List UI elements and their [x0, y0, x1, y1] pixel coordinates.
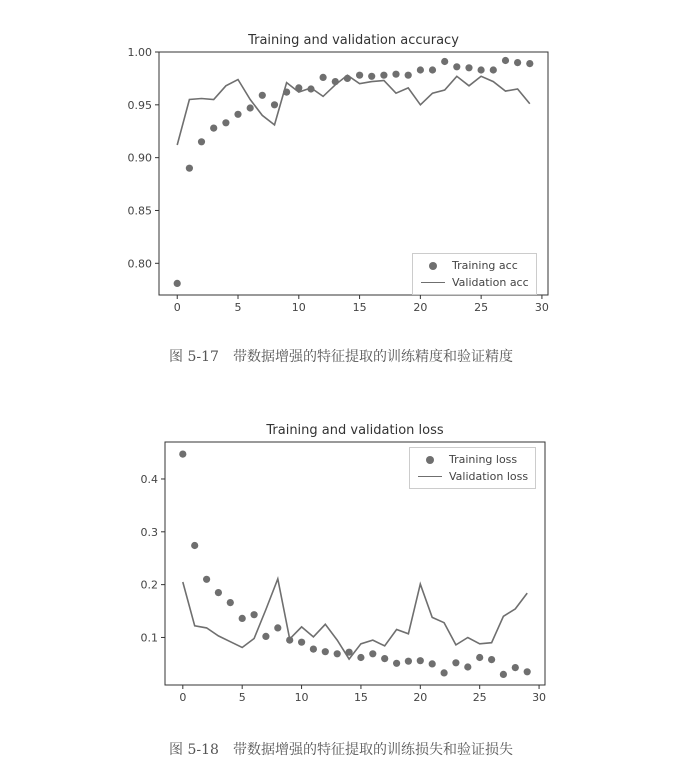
data-point-training-loss — [381, 655, 388, 662]
x-tick-label: 20 — [413, 691, 428, 704]
data-point-training-loss — [441, 669, 448, 676]
data-point-training-loss — [239, 615, 246, 622]
data-point-training-acc — [429, 66, 436, 73]
data-point-training-loss — [179, 451, 186, 458]
figure-caption-accuracy: 图 5-17 带数据增强的特征提取的训练精度和验证精度 — [169, 349, 513, 365]
x-tick-label: 10 — [291, 301, 306, 314]
data-point-training-loss — [191, 542, 198, 549]
accuracy-chart — [0, 0, 682, 330]
x-tick-label: 5 — [238, 691, 246, 704]
loss-chart — [0, 400, 682, 730]
data-point-training-loss — [488, 656, 495, 663]
data-point-training-loss — [405, 658, 412, 665]
data-point-training-acc — [198, 138, 205, 145]
chart-title: Training and validation loss — [266, 423, 444, 438]
data-point-training-loss — [476, 654, 483, 661]
line-marker-icon — [420, 278, 446, 288]
data-point-training-loss — [322, 648, 329, 655]
data-point-training-acc — [271, 101, 278, 108]
data-point-training-acc — [502, 57, 509, 64]
data-point-training-acc — [478, 66, 485, 73]
data-point-training-acc — [368, 73, 375, 80]
data-point-training-acc — [259, 92, 266, 99]
y-tick-label: 0.95 — [127, 98, 152, 112]
data-point-training-loss — [310, 646, 317, 653]
dot-marker-icon — [417, 455, 443, 465]
data-point-training-loss — [262, 633, 269, 640]
data-point-training-acc — [526, 60, 533, 67]
x-tick-label: 30 — [532, 691, 547, 704]
loss-figure — [0, 400, 682, 730]
data-point-training-acc — [453, 63, 460, 70]
data-point-training-acc — [320, 74, 327, 81]
x-tick-label: 10 — [294, 691, 309, 704]
data-point-training-acc — [222, 119, 229, 126]
data-point-training-loss — [524, 668, 531, 675]
y-tick-label: 1.00 — [127, 46, 152, 59]
series-line-validation-loss — [183, 579, 527, 659]
x-tick-label: 15 — [353, 691, 368, 704]
x-tick-label: 0 — [173, 301, 181, 314]
data-point-training-acc — [380, 72, 387, 79]
x-tick-label: 25 — [474, 301, 489, 314]
y-tick-label: 0.1 — [140, 631, 158, 645]
legend-entry-training-loss — [417, 451, 528, 468]
series-line-validation-acc — [177, 75, 530, 145]
legend-entry-training-acc — [420, 257, 529, 274]
data-point-training-acc — [210, 125, 217, 132]
data-point-training-acc — [186, 165, 193, 172]
chart-title: Training and validation accuracy — [248, 33, 459, 48]
data-point-training-acc — [514, 59, 521, 66]
legend-entry-validation-loss — [417, 468, 528, 485]
data-point-training-loss — [274, 624, 281, 631]
y-tick-label: 0.80 — [127, 257, 152, 271]
data-point-training-loss — [417, 657, 424, 664]
x-tick-label: 0 — [179, 691, 187, 704]
data-point-training-loss — [251, 611, 258, 618]
data-point-training-loss — [500, 671, 507, 678]
x-tick-label: 30 — [534, 301, 549, 314]
figure-caption-loss: 图 5-18 带数据增强的特征提取的训练损失和验证损失 — [169, 742, 513, 758]
data-point-training-loss — [298, 639, 305, 646]
data-point-training-loss — [357, 654, 364, 661]
data-point-training-acc — [417, 66, 424, 73]
data-point-training-acc — [234, 111, 241, 118]
data-point-training-loss — [334, 650, 341, 657]
line-marker-icon — [417, 472, 443, 482]
data-point-training-loss — [369, 650, 376, 657]
legend-label: Training acc — [452, 259, 518, 272]
legend-label: Training loss — [449, 453, 518, 466]
data-point-training-acc — [392, 71, 399, 78]
data-point-training-loss — [464, 663, 471, 670]
data-point-training-acc — [441, 58, 448, 65]
y-tick-label: 0.3 — [140, 525, 158, 539]
y-tick-label: 0.90 — [127, 151, 152, 165]
y-tick-label: 0.2 — [140, 578, 158, 592]
data-point-training-loss — [429, 660, 436, 667]
data-point-training-acc — [174, 280, 181, 287]
legend-label: Validation loss — [449, 470, 529, 483]
y-tick-label: 0.4 — [140, 472, 158, 486]
data-point-training-loss — [203, 576, 210, 583]
data-point-training-loss — [227, 599, 234, 606]
data-point-training-acc — [405, 72, 412, 79]
loss-legend — [409, 447, 536, 489]
data-point-training-acc — [247, 104, 254, 111]
data-point-training-loss — [452, 659, 459, 666]
accuracy-figure — [0, 0, 682, 330]
x-tick-label: 15 — [352, 301, 367, 314]
data-point-training-loss — [512, 664, 519, 671]
data-point-training-loss — [393, 660, 400, 667]
data-point-training-acc — [465, 64, 472, 71]
legend-label: Validation acc — [452, 276, 529, 289]
x-tick-label: 25 — [472, 691, 487, 704]
legend-entry-validation-acc — [420, 274, 529, 291]
data-point-training-acc — [356, 72, 363, 79]
accuracy-legend — [412, 253, 537, 295]
y-tick-label: 0.85 — [127, 204, 152, 218]
dot-marker-icon — [420, 261, 446, 271]
x-tick-label: 20 — [413, 301, 428, 314]
data-point-training-acc — [490, 66, 497, 73]
data-point-training-loss — [215, 589, 222, 596]
x-tick-label: 5 — [234, 301, 242, 314]
